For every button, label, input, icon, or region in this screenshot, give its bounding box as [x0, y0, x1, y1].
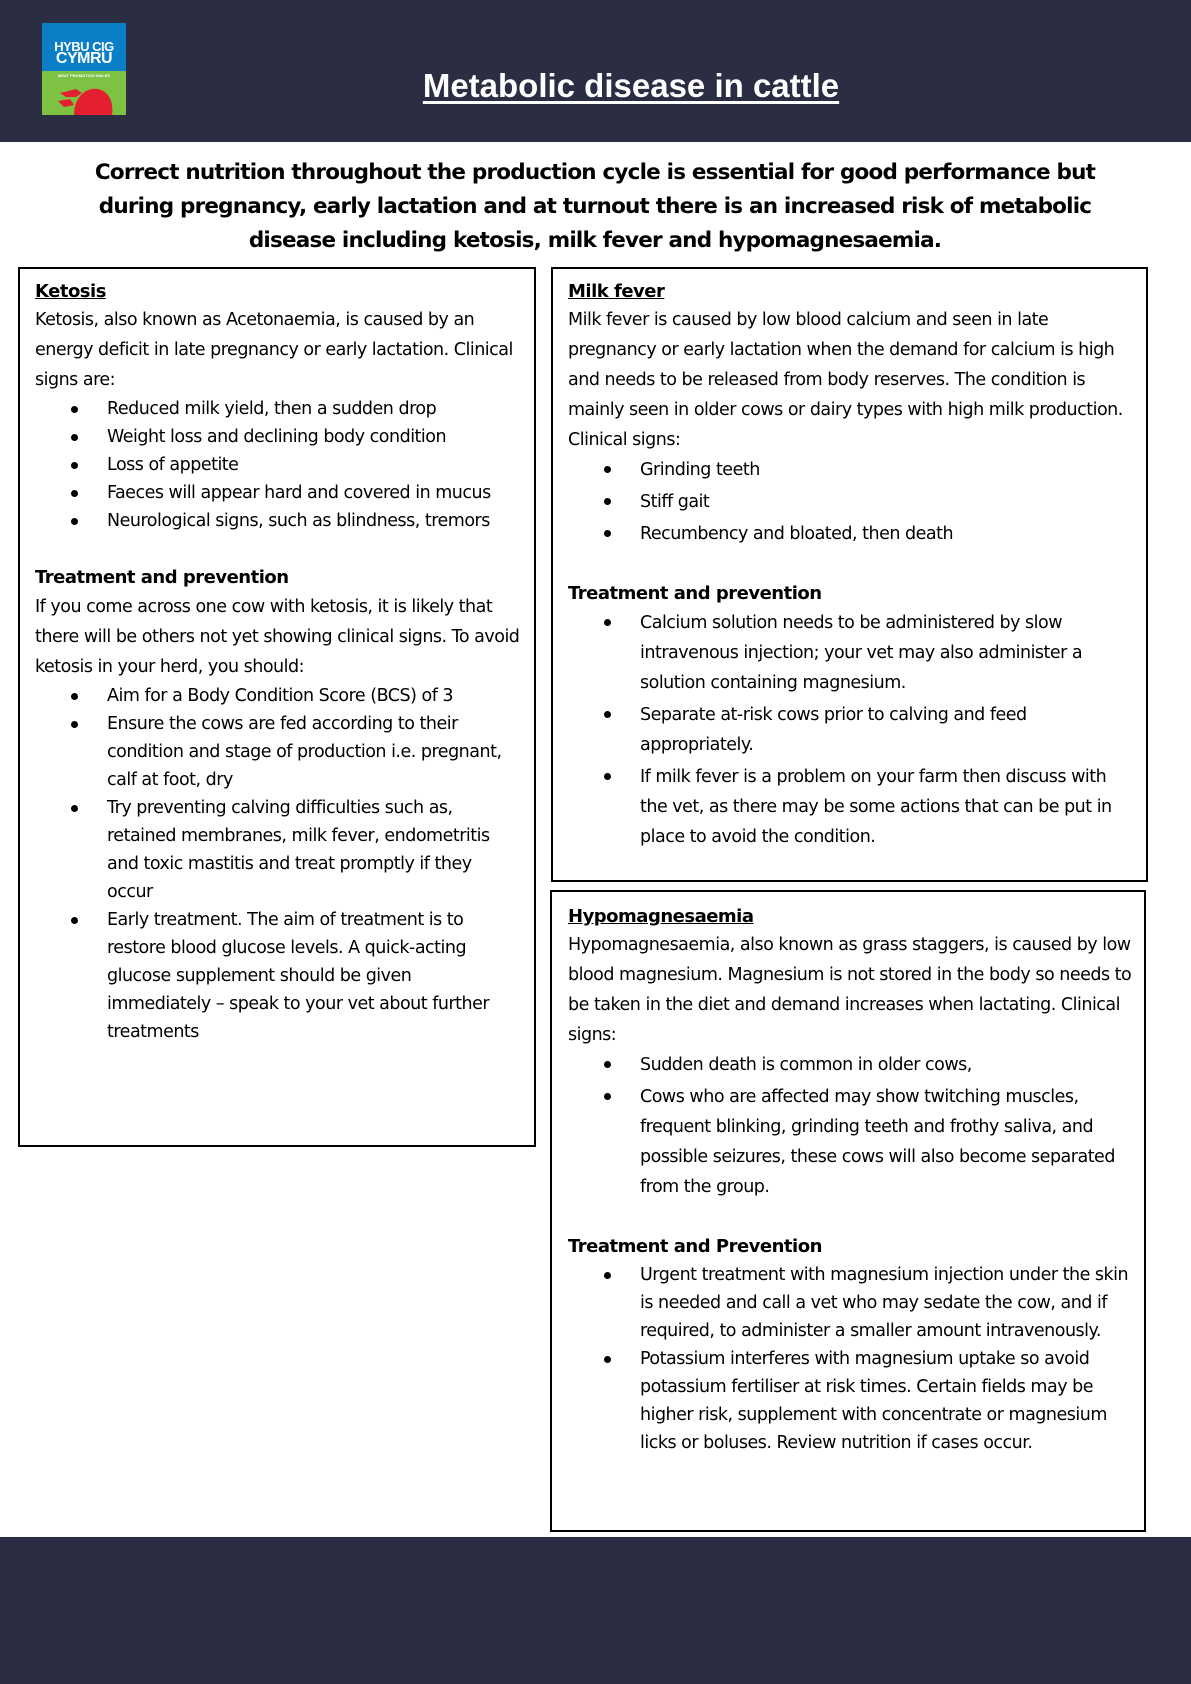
bullet-icon — [604, 711, 611, 718]
list-item — [640, 455, 1132, 485]
bullet-icon — [604, 530, 611, 537]
hypomagnesaemia-signs-list — [568, 1050, 1134, 1202]
bullet-icon — [71, 721, 78, 728]
list-item-text: Urgent treatment with magnesium injection under the skin is needed and call a vet who may sedate the cow, and if required, to administer a smaller amount intravenously. — [640, 1265, 1129, 1341]
ketosis-treatment-list — [35, 682, 520, 1046]
bullet-icon — [71, 434, 78, 441]
page-title: Metabolic disease in cattle — [422, 67, 840, 104]
ketosis-treatment-intro: If you come across one cow with ketosis, it is likely that there will be others not yet showing clinical signs. To avoid ketosis in your herd, you should: — [35, 597, 520, 677]
list-item — [107, 794, 520, 906]
list-item — [107, 395, 520, 423]
list-item-text: Calcium solution needs to be administered by slow intravenous injection; your vet may also administer a solution containing magnesium. — [640, 613, 1083, 693]
logo-line-2: CYMRU — [55, 50, 113, 67]
list-item — [640, 519, 1132, 549]
list-item-text: Separate at-risk cows prior to calving and feed appropriately. — [640, 705, 1027, 755]
list-item — [107, 906, 520, 1046]
bullet-icon — [604, 498, 611, 505]
ketosis-signs-list — [35, 395, 520, 535]
list-item-text: Sudden death is common in older cows, — [640, 1055, 972, 1075]
list-item — [107, 423, 520, 451]
list-item-text: Weight loss and declining body condition — [107, 427, 447, 447]
list-item-text: Stiff gait — [640, 492, 710, 512]
list-item-text: Early treatment. The aim of treatment is to restore blood glucose levels. A quick-acting glucose supplement should be given immediately – speak to your vet about further treatments — [107, 910, 490, 1042]
list-item — [640, 1082, 1134, 1202]
list-item — [640, 1050, 1134, 1080]
list-item-text: Faeces will appear hard and covered in mucus — [107, 483, 491, 503]
list-item-text: Neurological signs, such as blindness, tremors — [107, 511, 490, 531]
list-item — [640, 1345, 1134, 1457]
list-item-text: If milk fever is a problem on your farm then discuss with the vet, as there may be some actions that can be put in place to avoid the condition. — [640, 767, 1112, 847]
ketosis-description: Ketosis, also known as Acetonaemia, is caused by an energy deficit in late pregnancy or early lactation. Clinical signs are: — [35, 310, 513, 390]
list-item — [640, 1261, 1134, 1345]
list-item-text: Ensure the cows are fed according to their condition and stage of production i.e. pregnant, calf at foot, dry — [107, 714, 502, 790]
header-band — [0, 0, 1191, 142]
logo-line-1: HYBU CIG — [54, 39, 114, 54]
ketosis-panel — [18, 267, 536, 1147]
list-item — [640, 487, 1132, 517]
list-item-text: Loss of appetite — [107, 455, 239, 475]
list-item — [107, 507, 520, 535]
list-item — [640, 700, 1132, 760]
bullet-icon — [71, 462, 78, 469]
list-item — [107, 451, 520, 479]
milk-fever-heading: Milk fever — [568, 281, 665, 302]
logo-tagline: MEAT PROMOTION WALES — [57, 73, 111, 78]
bullet-icon — [71, 406, 78, 413]
list-item — [640, 608, 1132, 698]
milk-fever-panel — [551, 267, 1148, 882]
bullet-icon — [71, 917, 78, 924]
hypomagnesaemia-treatment-list — [568, 1261, 1134, 1457]
list-item-text: Cows who are affected may show twitching muscles, frequent blinking, grinding teeth and frothy saliva, and possible seizures, these cows will also become separated from the group. — [640, 1087, 1115, 1197]
bullet-icon — [604, 1356, 611, 1363]
milk-fever-treatment-list — [568, 608, 1132, 852]
list-item-text: Grinding teeth — [640, 460, 760, 480]
milk-fever-signs-list — [568, 455, 1132, 549]
milk-fever-treatment-heading: Treatment and prevention — [568, 583, 822, 604]
list-item — [640, 762, 1132, 852]
list-item — [107, 479, 520, 507]
list-item-text: Recumbency and bloated, then death — [640, 524, 954, 544]
ketosis-treatment-heading: Treatment and prevention — [35, 567, 289, 588]
list-item-text: Aim for a Body Condition Score (BCS) of 3 — [107, 686, 454, 706]
list-item — [107, 710, 520, 794]
list-item-text: Try preventing calving difficulties such as, retained membranes, milk fever, endometritis and toxic mastitis and treat promptly if they occur — [107, 798, 490, 902]
hypomagnesaemia-heading: Hypomagnesaemia — [568, 906, 754, 927]
list-item-text: Reduced milk yield, then a sudden drop — [107, 399, 437, 419]
ketosis-heading: Ketosis — [35, 281, 106, 302]
bullet-icon — [71, 693, 78, 700]
bullet-icon — [71, 490, 78, 497]
hypomagnesaemia-panel — [550, 890, 1146, 1532]
hypomagnesaemia-description: Hypomagnesaemia, also known as grass staggers, is caused by low blood magnesium. Magnesium is not stored in the body so needs to be taken in the diet and demand increases when lactating. Clinical signs: — [568, 935, 1132, 1045]
bullet-icon — [604, 1061, 611, 1068]
bullet-icon — [604, 1093, 611, 1100]
list-item — [107, 682, 520, 710]
footer-band — [0, 1537, 1191, 1684]
bullet-icon — [71, 805, 78, 812]
bullet-icon — [604, 1272, 611, 1279]
intro-text: Correct nutrition throughout the production cycle is essential for good performance but during pregnancy, early lactation and at turnout there is an increased risk of metabolic disease including ketosis, milk fever and hypomagnesaemia. — [94, 160, 1096, 253]
bullet-icon — [604, 466, 611, 473]
bullet-icon — [71, 518, 78, 525]
list-item-text: Potassium interferes with magnesium uptake so avoid potassium fertiliser at risk times. Certain fields may be higher risk, supplement with concentrate or magnesium licks or boluses. Review nutrition if cases occur. — [640, 1349, 1107, 1453]
bullet-icon — [604, 773, 611, 780]
milk-fever-description: Milk fever is caused by low blood calcium and seen in late pregnancy or early lactation when the demand for calcium is high and needs to be released from body reserves. The condition is mainly seen in older cows or dairy types with high milk production. Clinical signs: — [568, 310, 1123, 450]
bullet-icon — [604, 619, 611, 626]
hypomagnesaemia-treatment-heading: Treatment and Prevention — [568, 1236, 822, 1257]
